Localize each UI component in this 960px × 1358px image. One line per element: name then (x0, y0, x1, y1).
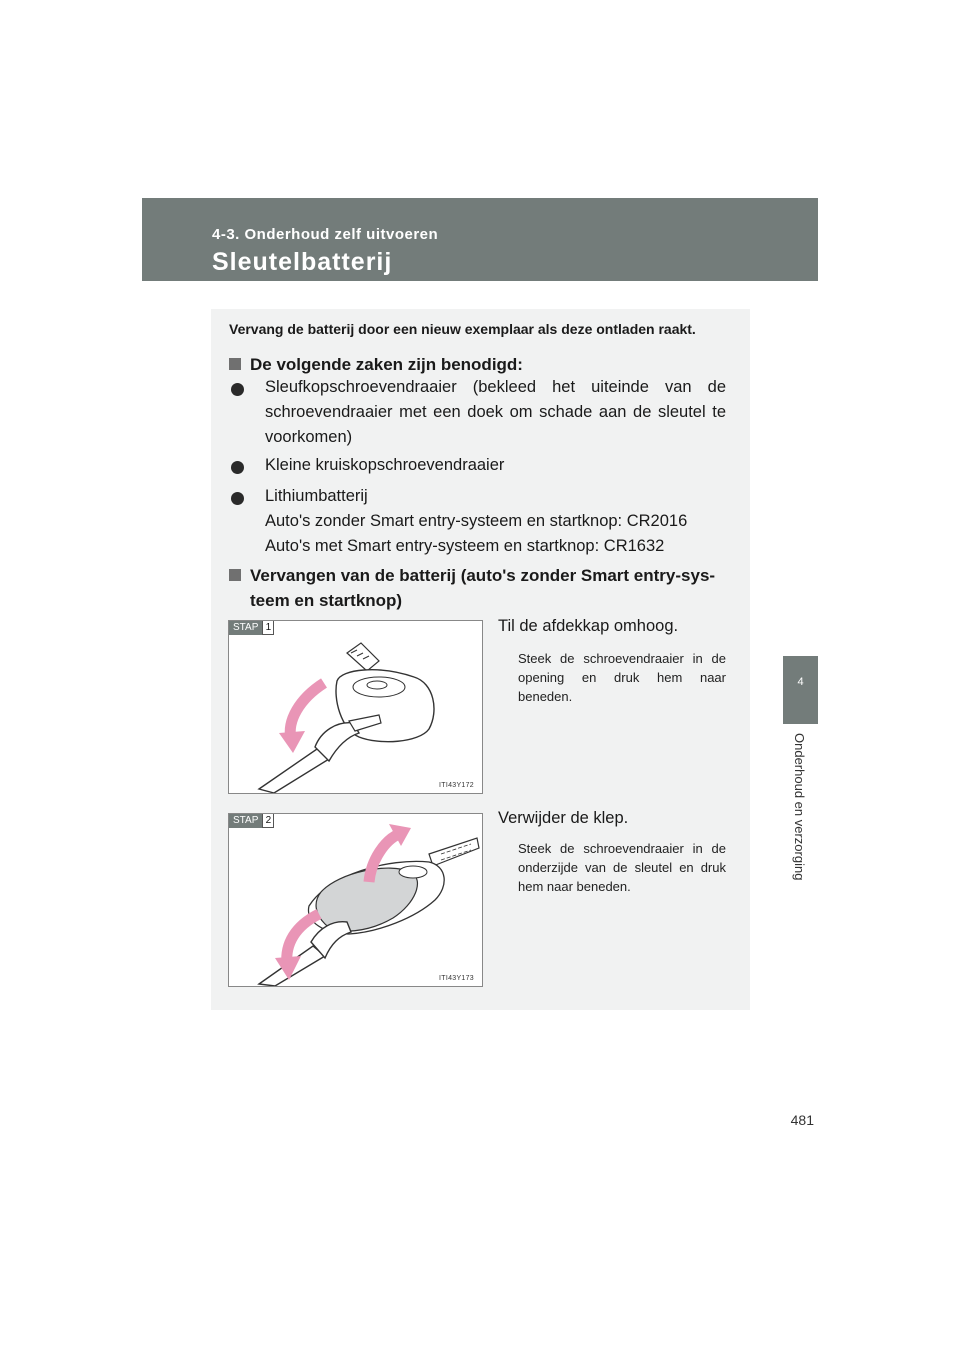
figure-step-2 (228, 813, 483, 987)
figure-code: ITI43Y172 (439, 782, 474, 789)
step-description: Steek de schroevendraaier in de opening en druk hem naar beneden. (518, 651, 726, 704)
step-badge-label: STAP (229, 814, 262, 828)
battery-line: Auto's met Smart entry-systeem en startknop: CR1632 (265, 537, 665, 555)
square-bullet-icon (229, 358, 241, 370)
bullet-dot-icon (231, 383, 244, 396)
square-bullet-icon (229, 569, 241, 581)
section-heading-text: De volgende zaken zijn benodigd: (250, 355, 523, 374)
key-fob-illustration (229, 814, 482, 986)
chapter-tab-label-text: Onderhoud en verzorging (792, 733, 807, 881)
key-fob-illustration (229, 621, 482, 793)
section-heading-required (229, 352, 523, 377)
chapter-tab-number: 4 (797, 676, 804, 688)
bullet-dot-icon (231, 461, 244, 474)
battery-line: Auto's zonder Smart entry-systeem en startknop: CR2016 (265, 512, 688, 530)
section-heading-replace (229, 563, 729, 613)
chapter-tab[interactable] (783, 656, 818, 724)
chapter-tab-label (784, 733, 816, 918)
chapter-header (142, 198, 818, 281)
intro-text: Vervang de batterij door een nieuw exemplaar als deze ontladen raakt. (229, 321, 696, 337)
step-title: Verwijder de klep. (498, 809, 629, 827)
page-number: 481 (790, 1112, 814, 1128)
step-badge-number: 2 (262, 814, 274, 828)
step-badge (229, 814, 274, 828)
step-title: Til de afdekkap omhoog. (498, 617, 679, 635)
section-heading-text-cont: teem en startknop) (250, 591, 403, 610)
step-description: Steek de schroevendraaier in de onderzijde van de sleutel en druk hem naar beneden. (518, 841, 726, 894)
page-title: Sleutelbatterij (212, 248, 393, 276)
list-item-text: Sleufkopschroevendraaier (bekleed het uiteinde van de schroevendraaier met een doek om schade aan de sleutel te voorkomen) (265, 378, 726, 446)
section-heading-text: Vervangen van de batterij (auto's zonder Smart entry-sys- (250, 566, 716, 585)
step-badge-label: STAP (229, 621, 262, 635)
bullet-dot-icon (231, 492, 244, 505)
figure-step-1 (228, 620, 483, 794)
list-item (231, 453, 726, 478)
list-item (231, 375, 726, 450)
list-item-text: Kleine kruiskopschroevendraaier (265, 456, 505, 474)
list-item-text: Lithiumbatterij (265, 487, 368, 505)
section-label: 4-3. Onderhoud zelf uitvoeren (212, 226, 439, 243)
content-box (211, 309, 750, 1010)
list-item (231, 484, 726, 559)
step-badge (229, 621, 274, 635)
step-badge-number: 1 (262, 621, 274, 635)
figure-code: ITI43Y173 (439, 975, 474, 982)
